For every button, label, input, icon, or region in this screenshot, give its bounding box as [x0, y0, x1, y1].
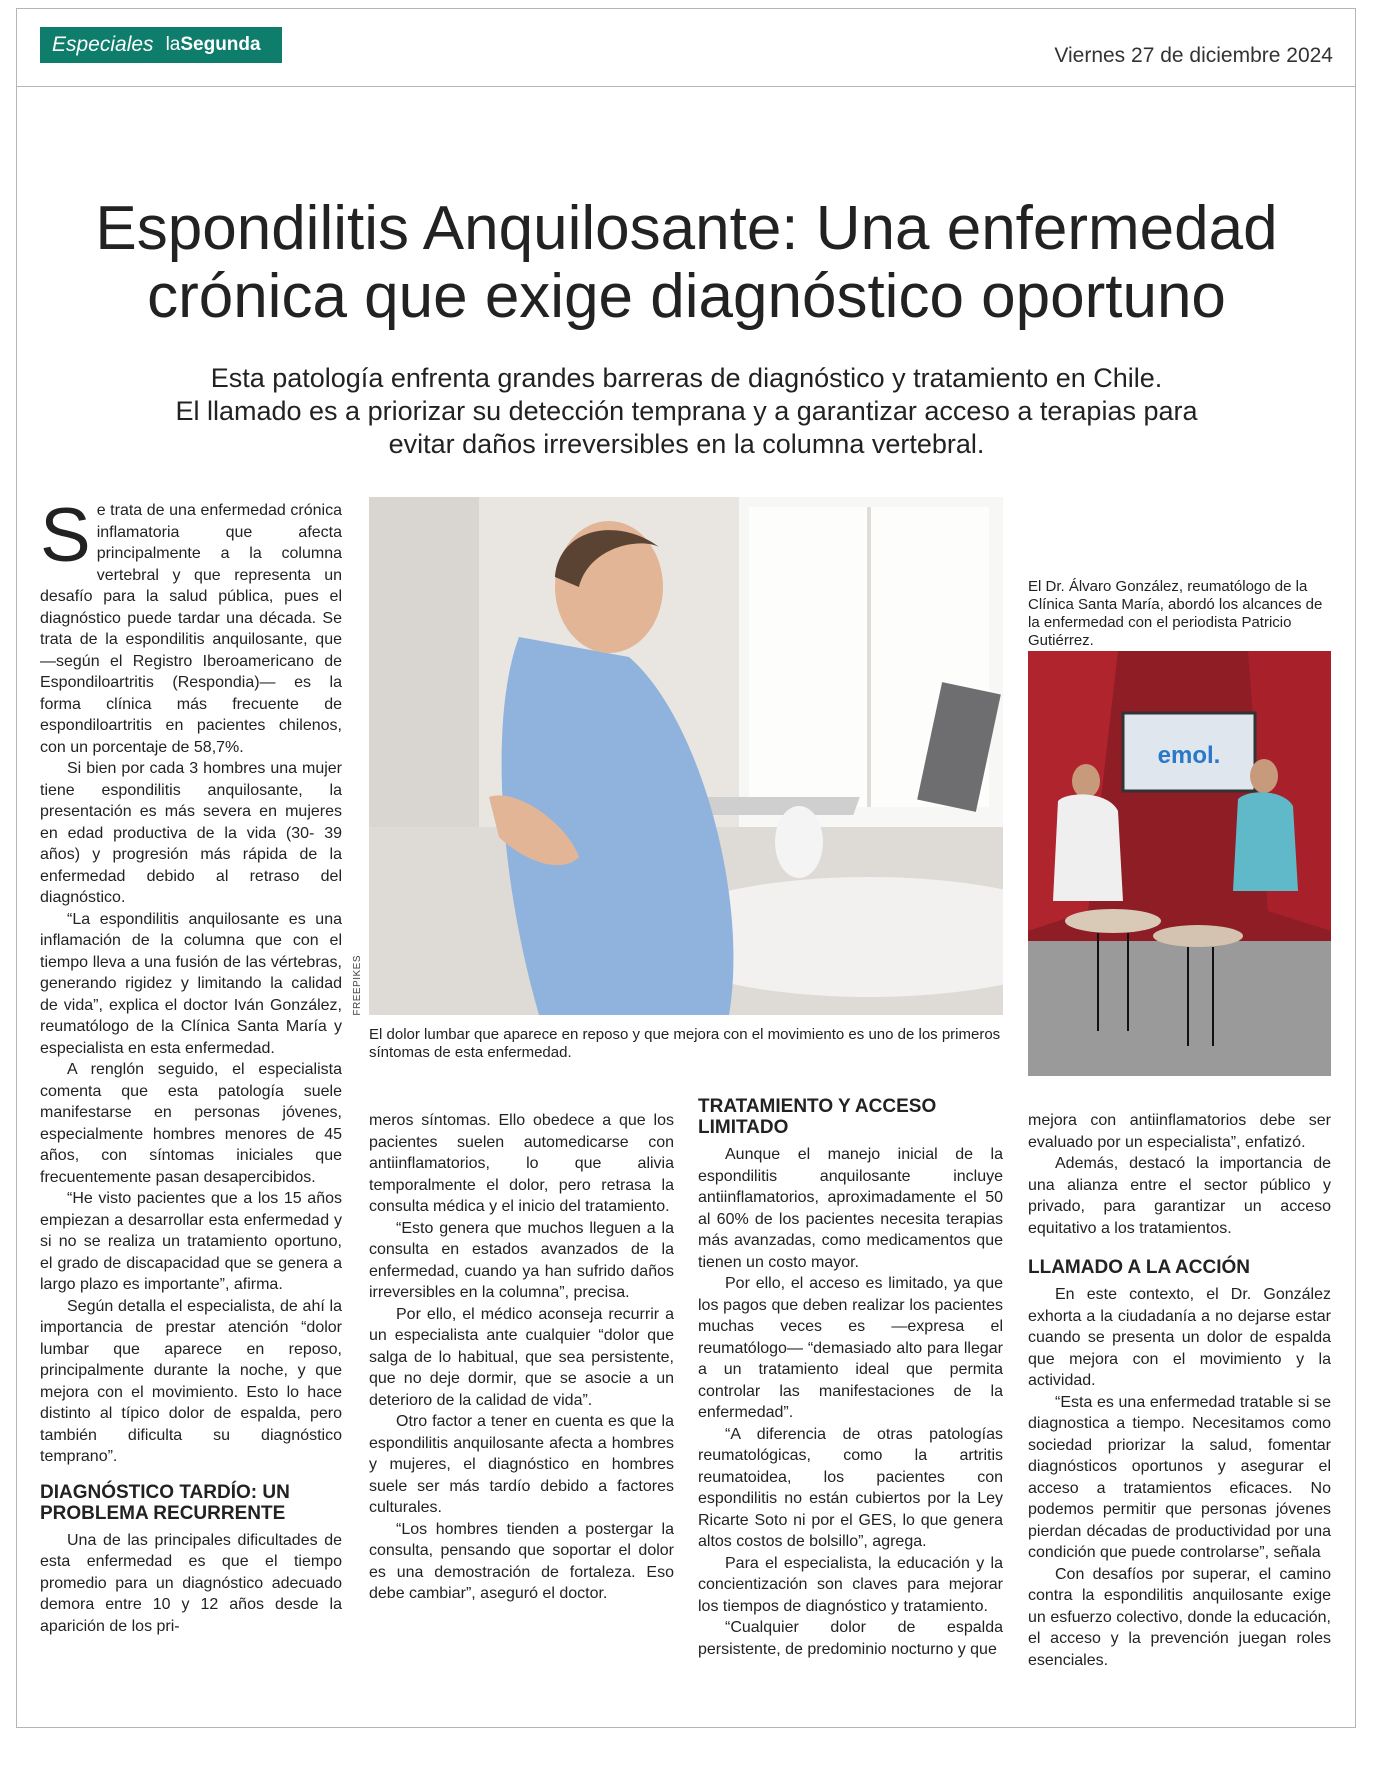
subheading-llamado: LLAMADO A LA ACCIÓN — [1028, 1257, 1250, 1278]
paragraph: Según detalla el especialista, de ahí la importancia de prestar atención “dolor lumbar que aparece en reposo, principalmente durante la noche, y que mejora con el movimiento. Esto lo hace distinto al típico dolor de espalda, pero también dificulta su diagnóstico temprano”. — [40, 1297, 342, 1465]
article-column-4 — [1028, 1110, 1331, 1671]
headline-line-2: crónica que exige diagnóstico oportuno — [147, 262, 1226, 331]
paragraph: Para el especialista, la educación y la concientización son claves para mejorar los tiempos de diagnóstico y tratamiento. — [698, 1554, 1003, 1615]
paragraph: meros síntomas. Ello obedece a que los pacientes suelen automedicarse con antiinflamatorios, lo que alivia temporalmente el dolor, pero retrasa la consulta médica y el inicio del tratamiento. — [369, 1112, 674, 1215]
paragraph: Otro factor a tener en cuenta es que la espondilitis anquilosante afecta a hombres y mujeres, el diagnóstico en hombres suele ser más tardío debido a factores culturales. — [369, 1413, 674, 1516]
deck-line-2: El llamado es a priorizar su detección temprana y a garantizar acceso a terapias para — [175, 396, 1198, 426]
deck — [60, 362, 1313, 461]
paragraph: A renglón seguido, el especialista comenta que esta patología suele manifestarse en personas jóvenes, especialmente hombres menores de 45 años, con síntomas iniciales que frecuentemente pasan desapercibidos. — [40, 1061, 342, 1186]
paragraph: “Cualquier dolor de espalda persistente, de predominio nocturno y que — [698, 1619, 1003, 1658]
paragraph: “Esto genera que muchos lleguen a la consulta en estados avanzados de la enfermedad, cuando ya han sufrido daños irreversibles en la columna”, precisa. — [369, 1219, 674, 1301]
paragraph: e trata de una enfermedad crónica inflamatoria que afecta principalmente a la columna vertebral y que representa un desafío para la salud pública, pues el diagnóstico puede tardar una década. Se trata de la espondilitis anquilosante, que —según el Registro Iberoamericano de Espondiloartritis (Respondia)— es la forma clínica más frecuente de espondiloartritis en pacientes chilenos, con un porcentaje de 58,7%. — [40, 502, 342, 756]
paragraph: “Esta es una enfermedad tratable si se diagnostica a tiempo. Necesitamos como sociedad priorizar la salud, fomentar diagnósticos oportunos y asegurar el acceso a tratamientos eficaces. No podemos permitir que personas jóvenes pierdan décadas de productividad por una condición que puede controlarse”, señala — [1028, 1393, 1331, 1561]
photo-caption: El dolor lumbar que aparece en reposo y que mejora con el movimiento es uno de los primeros síntomas de esta enfermedad. — [369, 1026, 1001, 1061]
photo-interview-studio — [1028, 651, 1331, 1076]
photo-illustration — [369, 497, 1003, 1015]
paragraph: “Los hombres tienden a postergar la consulta, pensando que soportar el dolor es una demostración de fortaleza. Eso debe cambiar”, aseguró el doctor. — [369, 1520, 674, 1602]
paragraph: Una de las principales dificultades de esta enfermedad es que el tiempo promedio para un diagnóstico adecuado demora entre 10 y 12 años desde la aparición de los pri- — [40, 1531, 342, 1635]
article-column-2 — [369, 1110, 674, 1605]
issue-date: Viernes 27 de diciembre 2024 — [1054, 44, 1333, 67]
deck-line-3: evitar daños irreversibles en la columna vertebral. — [388, 429, 985, 459]
paragraph: “A diferencia de otras patologías reumatológicas, como la artritis reumatoidea, los pacientes con espondilitis no están cubiertos por la Ley Ricarte Soto ni por el GES, lo que genera altos costos de bolsillo”, agrega. — [698, 1425, 1003, 1550]
photo-credit: FREEPIKES — [352, 955, 363, 1016]
photo-man-back-pain — [369, 497, 1003, 1015]
paragraph: En este contexto, el Dr. González exhorta a la ciudadanía a no dejarse estar cuando se presenta un dolor de espalda que mejora con el movimiento y la actividad. — [1028, 1286, 1331, 1389]
subheading-diagnostico-tardio: DIAGNÓSTICO TARDÍO: UN PROBLEMA RECURRENTE — [40, 1481, 290, 1524]
paragraph: “La espondilitis anquilosante es una inflamación de la columna que con el tiempo lleva a una fusión de las vértebras, generando rigidez y limitando la calidad de vida”, explica el doctor Iván González, reumatólogo de la Clínica Santa María y especialista en esta enfermedad. — [40, 910, 342, 1057]
paragraph: Por ello, el acceso es limitado, ya que los pagos que deben realizar los pacientes muchas veces es —expresa el reumatólogo— “demasiado alto para llegar a un tratamiento ideal que permita controlar las manifestaciones de la enfermedad”. — [698, 1275, 1003, 1421]
paragraph: Además, destacó la importancia de una alianza entre el sector público y privado, para garantizar un acceso equitativo a los tratamientos. — [1028, 1155, 1331, 1237]
paragraph: Por ello, el médico aconseja recurrir a un especialista ante cualquier “dolor que salga de lo habitual, que sea persistente, que no deje dormir, que se asocie a un deterioro de la calidad de vida”. — [369, 1305, 674, 1409]
paragraph: Si bien por cada 3 hombres una mujer tiene espondilitis anquilosante, la presentación es más severa en mujeres en edad productiva de la vida (30- 39 años) y progresión más rápida de la enfermedad debido al retraso del diagnóstico. — [40, 760, 342, 906]
screen-logo: emol. — [1157, 742, 1221, 769]
deck-line-1: Esta patología enfrenta grandes barreras de diagnóstico y tratamiento en Chile. — [210, 363, 1163, 393]
brand-prefix: la — [165, 34, 181, 55]
dropcap: S — [40, 493, 91, 578]
article-column-1 — [40, 493, 342, 1637]
brand-name: Segunda — [180, 34, 261, 55]
interview-photo-caption: El Dr. Álvaro González, reumatólogo de la Clínica Santa María, abordó los alcances de la enfermedad con el periodista Patricio Gutiérrez. — [1028, 578, 1323, 649]
headline-line-1: Espondilitis Anquilosante: Una enfermedad — [95, 194, 1278, 263]
paragraph: Aunque el manejo inicial de la espondilitis anquilosante incluye antiinflamatorios, aproximadamente el 50 al 60% de los pacientes necesita terapias más avanzadas, como medicamentos que tienen un costo mayor. — [698, 1146, 1003, 1271]
headline — [40, 195, 1333, 331]
paragraph: mejora con antiinflamatorios debe ser evaluado por un especialista”, enfatizó. — [1028, 1112, 1331, 1151]
paragraph: “He visto pacientes que a los 15 años empiezan a desarrollar esta enfermedad y si no se realiza un tratamiento oportuno, el grado de discapacidad que se genera a largo plazo es importante”, afirma. — [40, 1190, 342, 1293]
section-label: Especiales — [52, 33, 154, 56]
subheading-tratamiento: TRATAMIENTO Y ACCESO LIMITADO — [698, 1096, 937, 1138]
article-column-3 — [698, 1096, 1003, 1660]
paragraph: Con desafíos por superar, el camino contra la espondilitis anquilosante exige un esfuerzo colectivo, donde la educación, el acceso y la prevención juegan roles esenciales. — [1028, 1565, 1331, 1669]
section-brand-badge — [40, 27, 282, 63]
interview-illustration — [1028, 651, 1331, 1076]
